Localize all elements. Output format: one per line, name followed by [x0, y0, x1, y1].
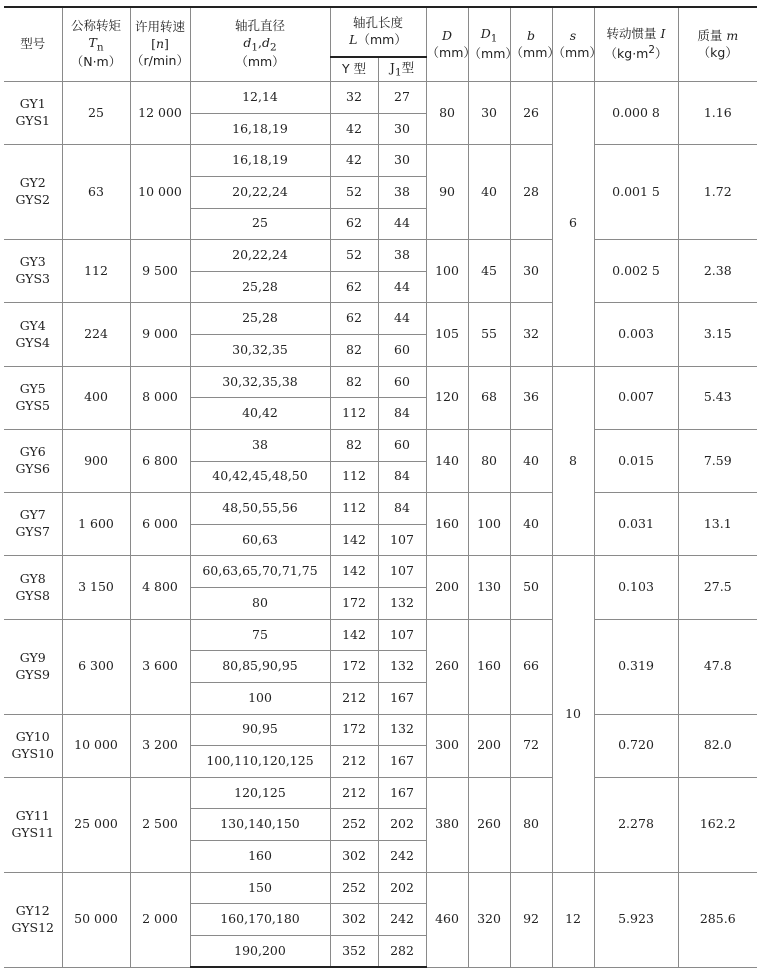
diameter-cell: 190,200: [190, 935, 330, 967]
diameter-cell: 30,32,35: [190, 335, 330, 367]
b-cell: 80: [510, 777, 552, 872]
b-cell: 50: [510, 556, 552, 619]
s-cell: 10: [552, 556, 594, 872]
inertia-cell: 0.015: [594, 429, 678, 492]
header-model: 型号: [4, 7, 62, 82]
inertia-cell: 0.720: [594, 714, 678, 777]
length-j1-cell: 60: [378, 366, 426, 398]
inertia-cell: 0.000 8: [594, 82, 678, 145]
table-row: [4, 714, 757, 746]
D-cell: 260: [426, 619, 468, 714]
inertia-cell: 0.003: [594, 303, 678, 366]
header-length: 轴孔长度 L（mm）: [330, 7, 426, 57]
model-name: GY9: [19, 649, 46, 665]
D1-cell: 55: [468, 303, 510, 366]
model-name: GYS6: [15, 461, 51, 476]
diameter-cell: 60,63: [190, 524, 330, 556]
length-y-cell: 212: [330, 682, 378, 714]
diameter-cell: 130,140,150: [190, 809, 330, 841]
torque-cell: 112: [62, 240, 130, 303]
torque-cell: 224: [62, 303, 130, 366]
length-j1-cell: 107: [378, 556, 426, 588]
D-cell: 90: [426, 145, 468, 240]
length-y-cell: 62: [330, 271, 378, 303]
s-cell: 8: [552, 366, 594, 556]
torque-cell: 6 300: [62, 619, 130, 714]
model-name: GY12: [15, 902, 50, 918]
length-j1-cell: 202: [378, 809, 426, 841]
mass-cell: 82.0: [678, 714, 757, 777]
mass-cell: 285.6: [678, 872, 757, 967]
diameter-cell: 25,28: [190, 271, 330, 303]
diameter-cell: 25,28: [190, 303, 330, 335]
table-row: [4, 366, 757, 398]
b-cell: 92: [510, 872, 552, 967]
length-j1-cell: 84: [378, 398, 426, 430]
length-j1-cell: 167: [378, 682, 426, 714]
length-j1-cell: 242: [378, 841, 426, 873]
length-j1-cell: 27: [378, 82, 426, 114]
speed-cell: 2 000: [130, 872, 190, 967]
length-y-cell: 52: [330, 176, 378, 208]
D1-cell: 130: [468, 556, 510, 619]
model-name: GY6: [19, 444, 46, 460]
length-y-cell: 302: [330, 904, 378, 936]
table-row: [4, 429, 757, 461]
inertia-cell: 0.002 5: [594, 240, 678, 303]
length-j1-cell: 30: [378, 145, 426, 177]
diameter-cell: 25: [190, 208, 330, 240]
model-cell: [4, 619, 62, 714]
model-name: GY10: [15, 728, 50, 744]
table-row: [4, 777, 757, 809]
length-j1-cell: 132: [378, 714, 426, 746]
b-cell: 72: [510, 714, 552, 777]
torque-cell: 400: [62, 366, 130, 429]
header-length-y: Y 型: [330, 57, 378, 82]
model-name: GYS4: [15, 334, 51, 350]
inertia-cell: 0.001 5: [594, 145, 678, 240]
length-j1-cell: 44: [378, 271, 426, 303]
speed-cell: 3 200: [130, 714, 190, 777]
table-row: [4, 872, 757, 904]
model-name: GY8: [19, 570, 46, 586]
length-j1-cell: 38: [378, 176, 426, 208]
diameter-cell: 48,50,55,56: [190, 493, 330, 525]
inertia-cell: 0.007: [594, 366, 678, 429]
length-y-cell: 52: [330, 240, 378, 272]
torque-cell: 10 000: [62, 714, 130, 777]
speed-cell: 8 000: [130, 366, 190, 429]
s-cell: 6: [552, 82, 594, 367]
diameter-cell: 20,22,24: [190, 176, 330, 208]
torque-cell: 900: [62, 429, 130, 492]
length-y-cell: 32: [330, 82, 378, 114]
D1-cell: 45: [468, 240, 510, 303]
speed-cell: 10 000: [130, 145, 190, 240]
model-name: GY11: [15, 807, 50, 823]
length-y-cell: 142: [330, 619, 378, 651]
length-y-cell: 42: [330, 113, 378, 145]
b-cell: 40: [510, 429, 552, 492]
length-y-cell: 172: [330, 588, 378, 620]
table-row: [4, 493, 757, 525]
model-cell: [4, 303, 62, 366]
speed-cell: 12 000: [130, 82, 190, 145]
length-y-cell: 112: [330, 461, 378, 493]
header-b: b （mm）: [510, 7, 552, 82]
model-name: GYS8: [15, 587, 51, 603]
speed-cell: 6 800: [130, 429, 190, 492]
diameter-cell: 40,42,45,48,50: [190, 461, 330, 493]
D1-cell: 160: [468, 619, 510, 714]
diameter-cell: 20,22,24: [190, 240, 330, 272]
D1-cell: 100: [468, 493, 510, 556]
header-speed: 许用转速 [n] （r/min）: [130, 7, 190, 82]
mass-cell: 27.5: [678, 556, 757, 619]
model-cell: [4, 82, 62, 145]
speed-cell: 3 600: [130, 619, 190, 714]
model-cell: [4, 145, 62, 240]
length-j1-cell: 242: [378, 904, 426, 936]
length-y-cell: 252: [330, 872, 378, 904]
model-name: GYS12: [11, 919, 54, 935]
table-body: [4, 82, 757, 968]
length-y-cell: 352: [330, 935, 378, 967]
length-j1-cell: 60: [378, 429, 426, 461]
length-y-cell: 212: [330, 777, 378, 809]
table-row: [4, 303, 757, 335]
length-y-cell: 252: [330, 809, 378, 841]
length-y-cell: 112: [330, 493, 378, 525]
inertia-cell: 2.278: [594, 777, 678, 872]
model-name: GYS7: [15, 524, 51, 540]
diameter-cell: 100,110,120,125: [190, 746, 330, 778]
model-name: GYS11: [11, 824, 54, 840]
inertia-cell: 0.031: [594, 493, 678, 556]
diameter-cell: 75: [190, 619, 330, 651]
length-j1-cell: 107: [378, 619, 426, 651]
diameter-cell: 38: [190, 429, 330, 461]
model-name: GY1: [19, 96, 46, 112]
diameter-cell: 80,85,90,95: [190, 651, 330, 683]
header-length-j1: $J_1$型: [378, 57, 426, 82]
length-y-cell: 212: [330, 746, 378, 778]
mass-cell: 5.43: [678, 366, 757, 429]
mass-cell: 47.8: [678, 619, 757, 714]
length-y-cell: 172: [330, 651, 378, 683]
diameter-cell: 40,42: [190, 398, 330, 430]
diameter-cell: 90,95: [190, 714, 330, 746]
mass-cell: 2.38: [678, 240, 757, 303]
length-y-cell: 82: [330, 335, 378, 367]
model-name: GYS1: [15, 113, 51, 129]
length-j1-cell: 167: [378, 746, 426, 778]
D1-cell: 260: [468, 777, 510, 872]
b-cell: 32: [510, 303, 552, 366]
speed-cell: 9 000: [130, 303, 190, 366]
length-j1-cell: 44: [378, 303, 426, 335]
D-cell: 160: [426, 493, 468, 556]
model-cell: [4, 556, 62, 619]
length-y-cell: 82: [330, 429, 378, 461]
D1-cell: 80: [468, 429, 510, 492]
D-cell: 80: [426, 82, 468, 145]
D1-cell: 30: [468, 82, 510, 145]
model-cell: [4, 493, 62, 556]
b-cell: 30: [510, 240, 552, 303]
mass-cell: 3.15: [678, 303, 757, 366]
table-row: [4, 82, 757, 114]
s-cell: 12: [552, 872, 594, 967]
torque-cell: 1 600: [62, 493, 130, 556]
length-j1-cell: 132: [378, 588, 426, 620]
torque-cell: 63: [62, 145, 130, 240]
torque-cell: 3 150: [62, 556, 130, 619]
D-cell: 140: [426, 429, 468, 492]
length-j1-cell: 107: [378, 524, 426, 556]
model-name: GYS9: [15, 666, 51, 682]
model-cell: [4, 366, 62, 429]
length-j1-cell: 202: [378, 872, 426, 904]
header-torque: 公称转矩 $T_n$ （N·m）: [62, 7, 130, 82]
D-cell: 100: [426, 240, 468, 303]
header-mass: 质量 m （kg）: [678, 7, 757, 82]
b-cell: 66: [510, 619, 552, 714]
mass-cell: 7.59: [678, 429, 757, 492]
mass-cell: 1.16: [678, 82, 757, 145]
D-cell: 300: [426, 714, 468, 777]
torque-cell: 25: [62, 82, 130, 145]
model-cell: [4, 872, 62, 967]
diameter-cell: 80: [190, 588, 330, 620]
header-inertia: 转动惯量 I $(kg\cdot m^2)$: [594, 7, 678, 82]
length-j1-cell: 132: [378, 651, 426, 683]
model-name: GY4: [19, 317, 46, 333]
length-j1-cell: 30: [378, 113, 426, 145]
D1-cell: 40: [468, 145, 510, 240]
model-name: GY3: [19, 254, 46, 270]
model-name: GYS2: [15, 192, 51, 208]
length-j1-cell: 84: [378, 461, 426, 493]
length-y-cell: 172: [330, 714, 378, 746]
diameter-cell: 120,125: [190, 777, 330, 809]
length-y-cell: 142: [330, 524, 378, 556]
mass-cell: 13.1: [678, 493, 757, 556]
diameter-cell: 100: [190, 682, 330, 714]
diameter-cell: 16,18,19: [190, 145, 330, 177]
diameter-cell: 160,170,180: [190, 904, 330, 936]
model-name: GY5: [19, 380, 46, 396]
length-j1-cell: 167: [378, 777, 426, 809]
b-cell: 26: [510, 82, 552, 145]
length-y-cell: 82: [330, 366, 378, 398]
header-D1: $D_1$ （mm）: [468, 7, 510, 82]
length-y-cell: 142: [330, 556, 378, 588]
model-name: GY2: [19, 175, 46, 191]
torque-cell: 50 000: [62, 872, 130, 967]
D-cell: 380: [426, 777, 468, 872]
D-cell: 200: [426, 556, 468, 619]
table-row: [4, 145, 757, 177]
diameter-cell: 12,14: [190, 82, 330, 114]
length-j1-cell: 282: [378, 935, 426, 967]
model-name: GYS3: [15, 271, 51, 287]
length-j1-cell: 44: [378, 208, 426, 240]
diameter-cell: 150: [190, 872, 330, 904]
length-y-cell: 42: [330, 145, 378, 177]
header-s: s （mm）: [552, 7, 594, 82]
D-cell: 460: [426, 872, 468, 967]
speed-cell: 2 500: [130, 777, 190, 872]
model-name: GYS10: [11, 745, 54, 761]
mass-cell: 162.2: [678, 777, 757, 872]
model-cell: [4, 240, 62, 303]
header-D: D （mm）: [426, 7, 468, 82]
length-y-cell: 112: [330, 398, 378, 430]
length-y-cell: 62: [330, 208, 378, 240]
torque-cell: 25 000: [62, 777, 130, 872]
model-name: GY7: [19, 507, 46, 523]
inertia-cell: 0.103: [594, 556, 678, 619]
table-row: [4, 619, 757, 651]
diameter-cell: 160: [190, 841, 330, 873]
diameter-cell: 60,63,65,70,71,75: [190, 556, 330, 588]
D-cell: 120: [426, 366, 468, 429]
model-cell: [4, 429, 62, 492]
D1-cell: 200: [468, 714, 510, 777]
length-y-cell: 302: [330, 841, 378, 873]
model-cell: [4, 777, 62, 872]
D1-cell: 320: [468, 872, 510, 967]
D-cell: 105: [426, 303, 468, 366]
diameter-cell: 30,32,35,38: [190, 366, 330, 398]
speed-cell: 6 000: [130, 493, 190, 556]
coupling-spec-table: [4, 6, 757, 968]
table-row: [4, 240, 757, 272]
length-j1-cell: 38: [378, 240, 426, 272]
D1-cell: 68: [468, 366, 510, 429]
mass-cell: 1.72: [678, 145, 757, 240]
length-y-cell: 62: [330, 303, 378, 335]
b-cell: 36: [510, 366, 552, 429]
inertia-cell: 0.319: [594, 619, 678, 714]
speed-cell: 4 800: [130, 556, 190, 619]
length-j1-cell: 60: [378, 335, 426, 367]
length-j1-cell: 84: [378, 493, 426, 525]
model-name: GYS5: [15, 397, 51, 413]
table-row: [4, 556, 757, 588]
b-cell: 40: [510, 493, 552, 556]
speed-cell: 9 500: [130, 240, 190, 303]
model-cell: [4, 714, 62, 777]
inertia-cell: 5.923: [594, 872, 678, 967]
diameter-cell: 16,18,19: [190, 113, 330, 145]
b-cell: 28: [510, 145, 552, 240]
header-diameter: 轴孔直径 $d_1,d_2$ （mm）: [190, 7, 330, 82]
